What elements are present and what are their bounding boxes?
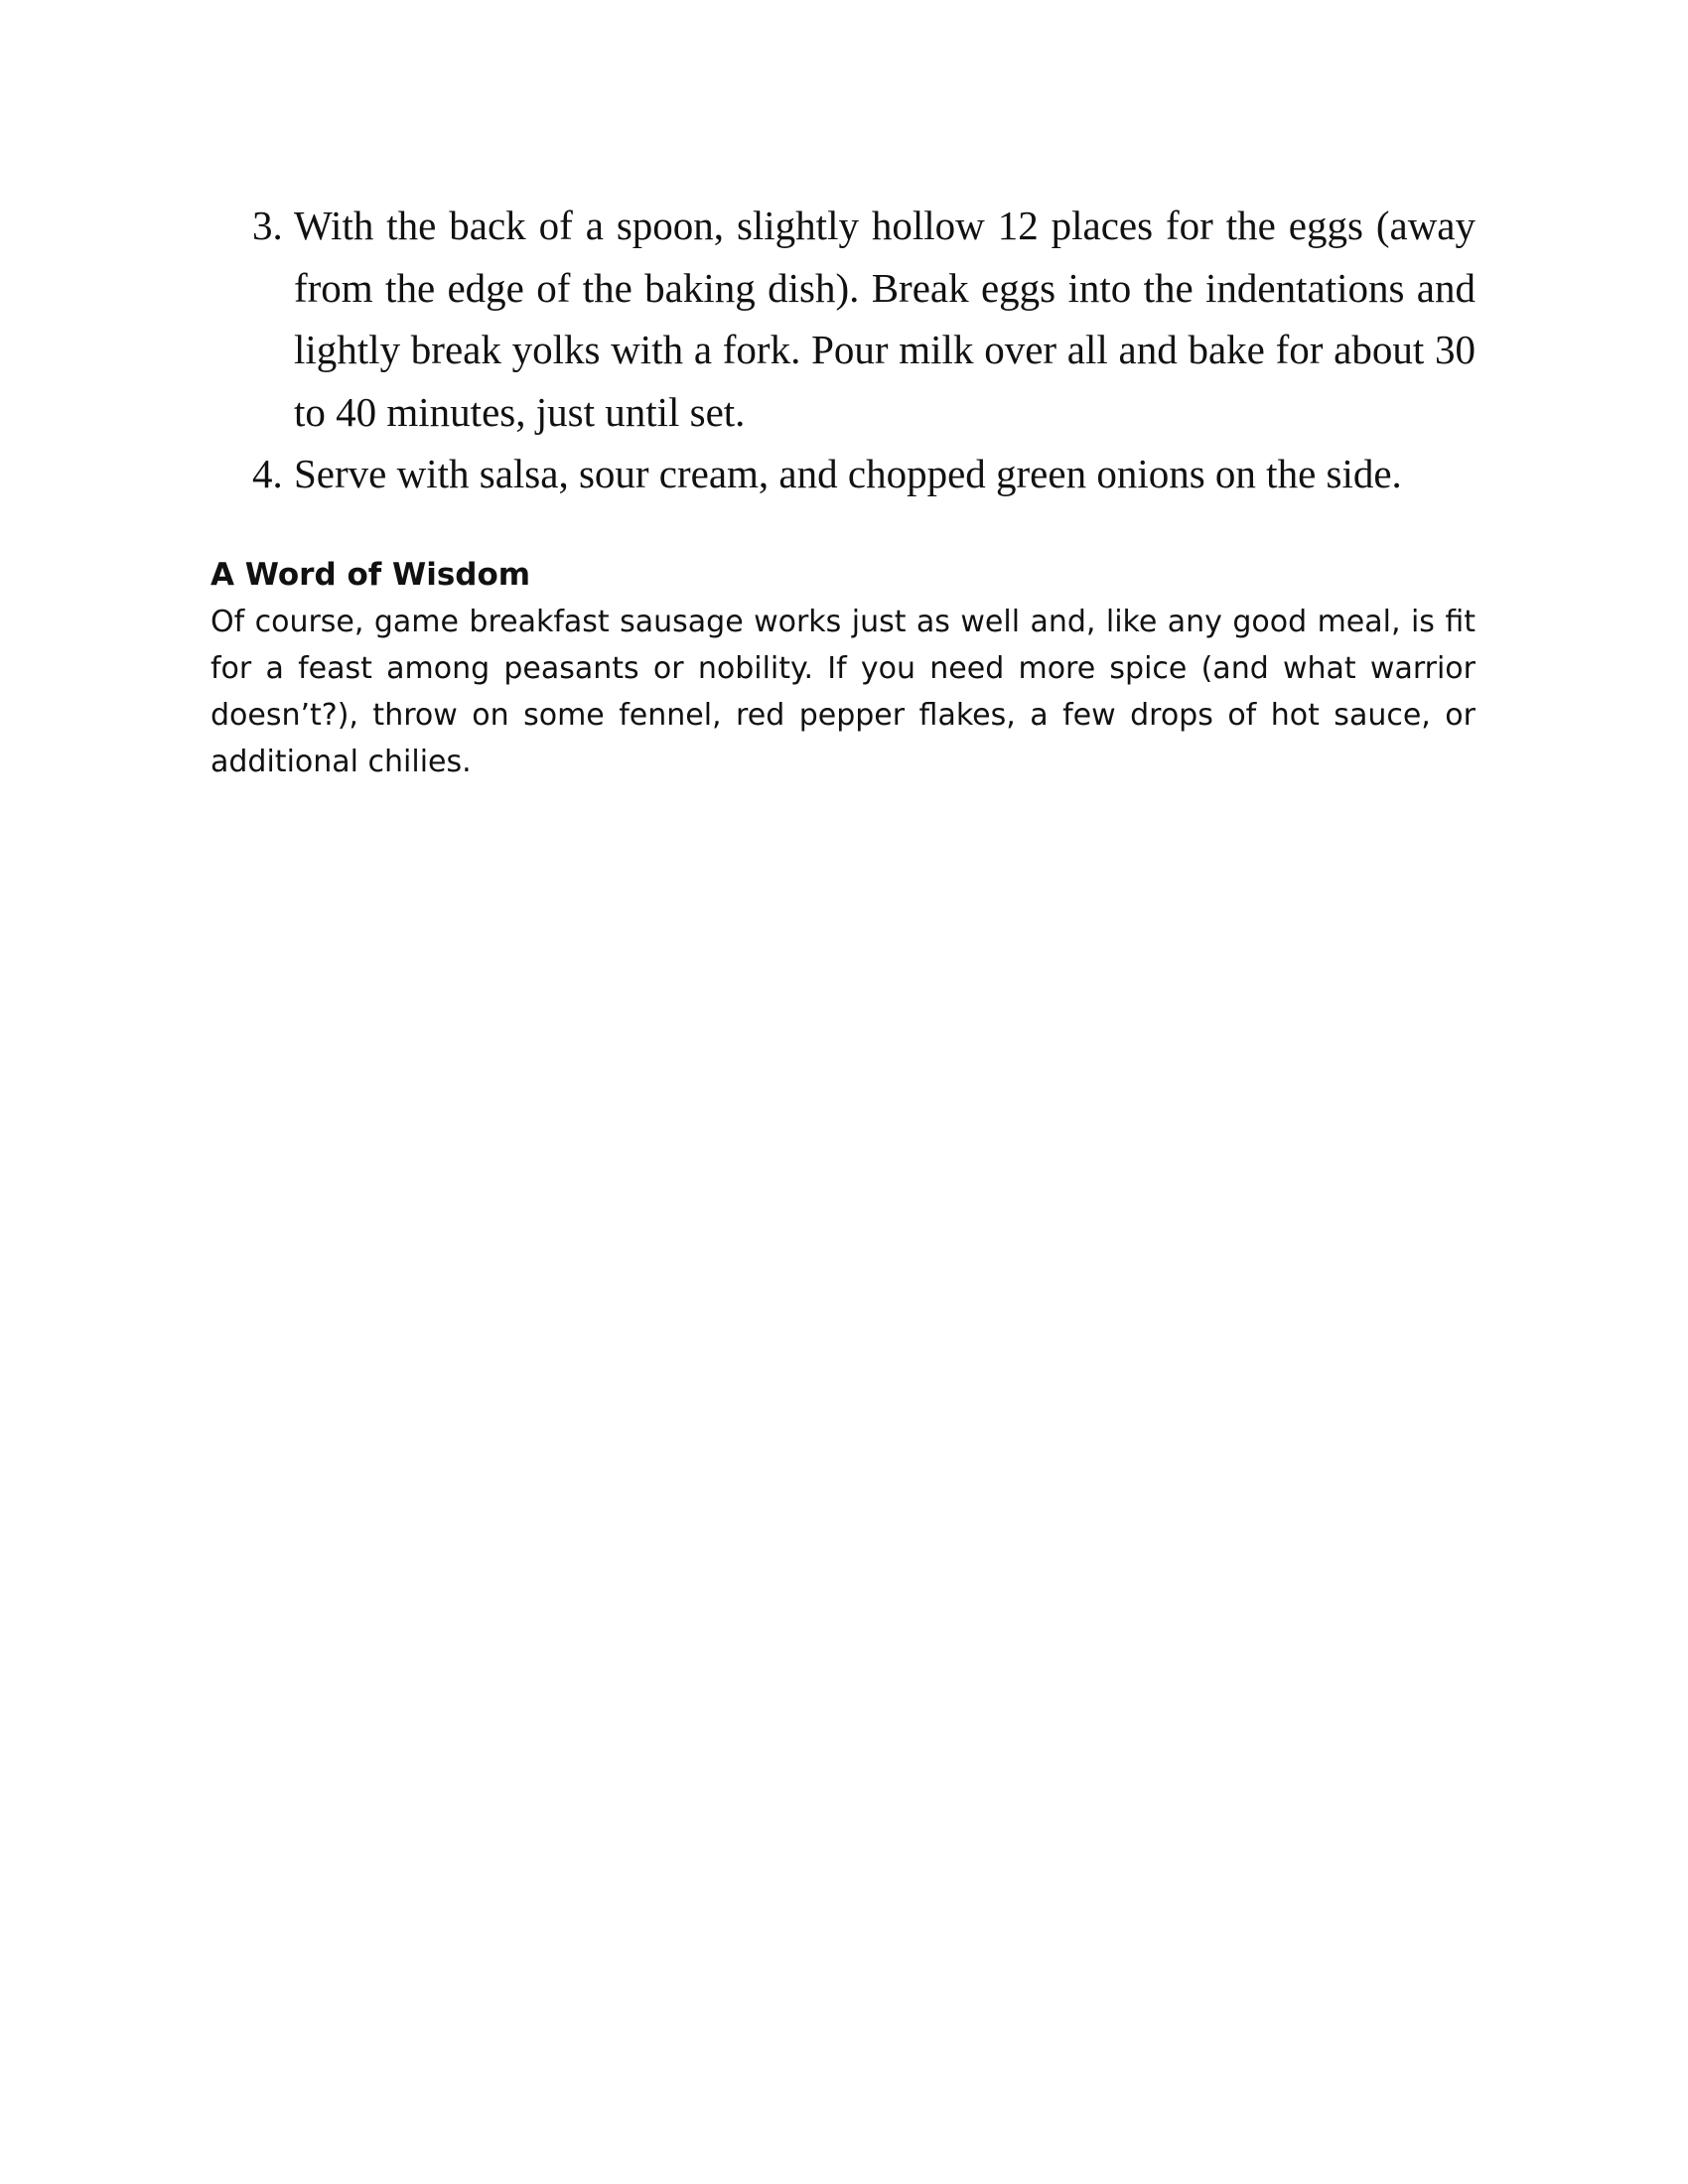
wisdom-heading: A Word of Wisdom xyxy=(211,556,531,593)
instruction-steps xyxy=(211,195,1476,505)
step-item xyxy=(211,443,1476,505)
wisdom-body: Of course, game breakfast sausage works just as well and, like any good meal, is fit for a feast among peasants or nobility. If you need more spice (and what warrior doesn’t?), throw on some fennel, red pepper flakes, a few drops of hot sauce, or additional chilies. xyxy=(211,604,1476,779)
step-text: Serve with salsa, sour cream, and chopped green onions on the side. xyxy=(294,451,1402,496)
document-page xyxy=(211,195,1476,785)
step-text: With the back of a spoon, slightly hollow 12 places for the eggs (away from the edge of the baking dish). Break eggs into the indentations and lightly break yolks with a fork. Pour milk over all and bake for about 30 to 40 minutes, just until set. xyxy=(294,203,1476,435)
step-number: 3. xyxy=(252,203,283,248)
step-number: 4. xyxy=(252,451,283,496)
step-item xyxy=(211,195,1476,443)
